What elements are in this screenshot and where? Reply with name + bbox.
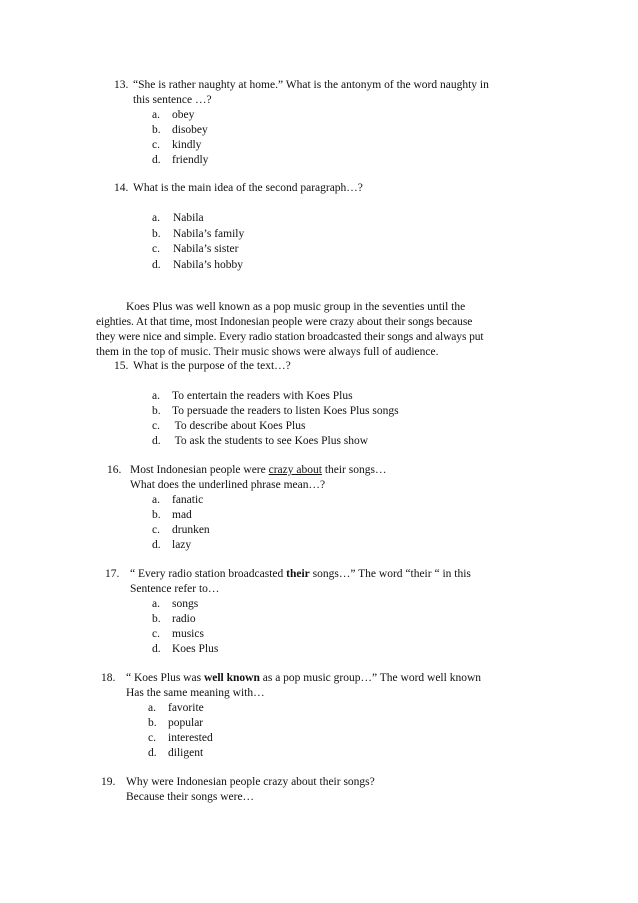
question-17-text-line-2: Sentence refer to…	[130, 583, 220, 595]
question-17-number: 17.	[105, 568, 120, 580]
option-c: c. drunken	[152, 524, 210, 536]
option-c: c. interested	[148, 732, 213, 744]
option-d: d. Koes Plus	[152, 643, 219, 655]
reading-passage	[96, 300, 574, 360]
passage-line-2: eighties. At that time, most Indonesian people were crazy about their songs because	[96, 316, 473, 328]
question-13-options	[152, 108, 208, 168]
option-b: b. Nabila’s family	[152, 227, 245, 240]
question-15-number: 15.	[114, 360, 129, 372]
option-b: b. disobey	[152, 124, 208, 136]
question-16-text-line-2: What does the underlined phrase mean…?	[130, 479, 326, 491]
question-19-number: 19.	[101, 776, 116, 788]
option-a: a. Nabila	[152, 212, 204, 224]
question-16-options	[152, 493, 210, 553]
option-d: d. lazy	[152, 539, 192, 551]
question-16-text-line-1: Most Indonesian people were crazy about their songs…	[130, 464, 387, 476]
question-19-text-line-2: Because their songs were…	[126, 791, 255, 803]
option-b: b. mad	[152, 509, 192, 521]
option-a: a. To entertain the readers with Koes Plus	[152, 390, 353, 402]
question-17-options	[152, 597, 218, 657]
option-b: b. radio	[152, 613, 196, 625]
question-14-options	[152, 211, 244, 273]
option-a: a. fanatic	[152, 494, 204, 506]
option-b: b. popular	[148, 717, 204, 729]
option-a: a. favorite	[148, 702, 204, 714]
question-16-number: 16.	[107, 464, 122, 476]
option-d: d. Nabila’s hobby	[152, 258, 243, 271]
underlined-phrase: crazy about	[268, 464, 322, 476]
question-13-text-line-2: this sentence …?	[133, 94, 212, 106]
question-19-text-line-1: Why were Indonesian people crazy about their songs?	[126, 776, 375, 788]
passage-line-4: them in the top of music. Their music shows were always full of audience.	[96, 346, 439, 358]
passage-line-1: Koes Plus was well known as a pop music group in the seventies until the	[126, 301, 466, 313]
question-14-text-line-1: What is the main idea of the second paragraph…?	[133, 182, 363, 194]
option-c: c. kindly	[152, 139, 202, 151]
option-d: d. friendly	[152, 154, 209, 166]
bold-phrase: well known	[203, 672, 260, 684]
bold-word: their	[286, 568, 310, 580]
option-c: c. musics	[152, 628, 204, 640]
question-18-text-line-1: “ Koes Plus was well known as a pop music group…” The word well known	[126, 672, 481, 684]
question-18-options	[148, 701, 213, 761]
option-c: c. To describe about Koes Plus	[152, 420, 306, 432]
option-b: b. To persuade the readers to listen Koes Plus songs	[152, 405, 399, 417]
question-15-options	[152, 389, 399, 449]
question-15-text-line-1: What is the purpose of the text…?	[133, 360, 291, 372]
option-c: c. Nabila’s sister	[152, 243, 239, 255]
option-a: a. obey	[152, 109, 195, 121]
question-18-text-line-2: Has the same meaning with…	[126, 687, 265, 699]
question-17-text-line-1: “ Every radio station broadcasted their songs…” The word “their “ in this	[130, 568, 471, 580]
option-a: a. songs	[152, 598, 199, 610]
option-d: d. diligent	[148, 747, 204, 759]
question-13-text-line-1: “She is rather naughty at home.” What is the antonym of the word naughty in	[133, 79, 489, 91]
question-13-number: 13.	[114, 79, 129, 91]
question-18-number: 18.	[101, 672, 116, 684]
option-d: d. To ask the students to see Koes Plus show	[152, 435, 369, 447]
question-14-number: 14.	[114, 182, 129, 194]
passage-line-3: they were nice and simple. Every radio station broadcasted their songs and always put	[96, 331, 484, 343]
